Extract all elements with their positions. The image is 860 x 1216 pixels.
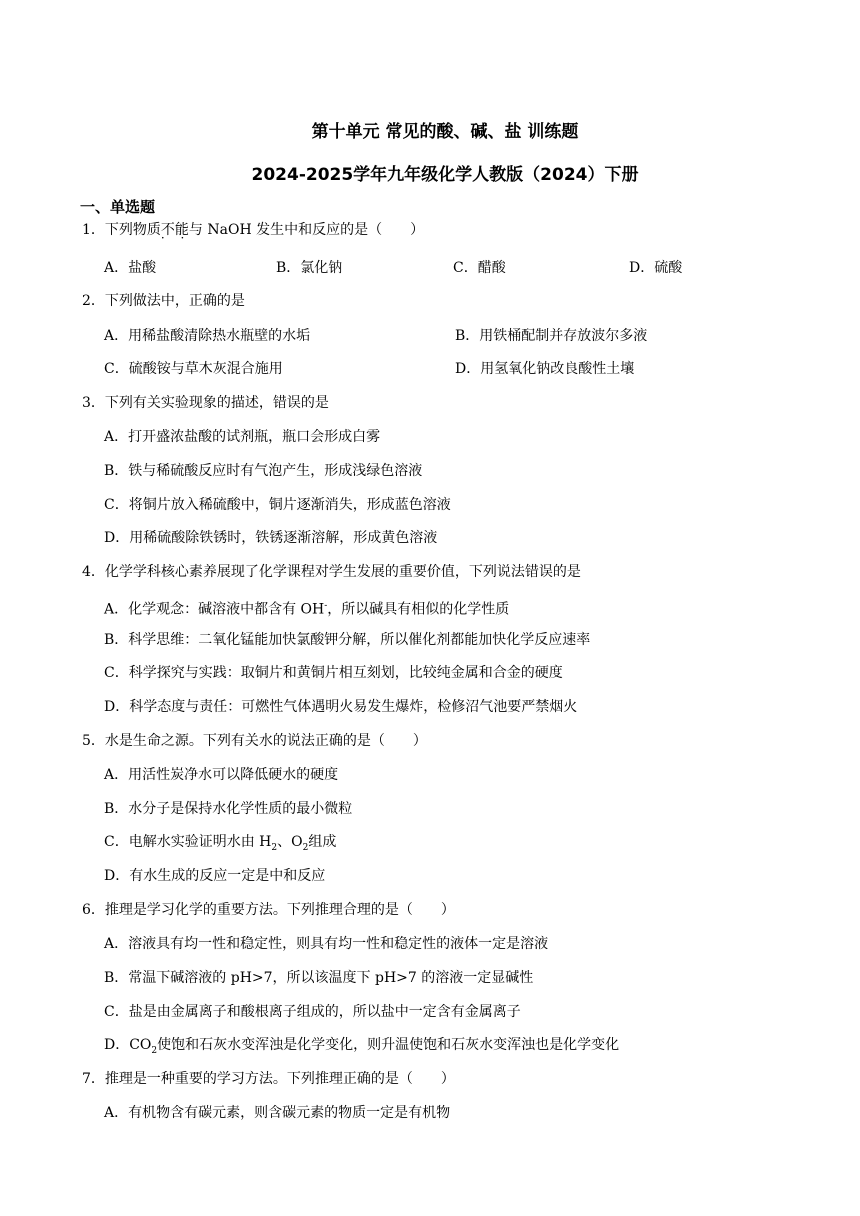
question-1-option-b: B．氯化钠 — [276, 260, 343, 276]
question-2-stem: 2．下列做法中，正确的是 — [82, 293, 245, 309]
question-4-option-c: C．科学探究与实践：取铜片和黄铜片相互刻划，比较纯金属和合金的硬度 — [104, 665, 563, 681]
question-6-option-b: B．常温下碱溶液的 pH>7，所以该温度下 pH>7 的溶液一定显碱性 — [104, 970, 534, 986]
question-7-stem: 7．推理是一种重要的学习方法。下列推理正确的是（ ） — [82, 1071, 455, 1087]
question-2-option-d: D．用氢氧化钠改良酸性土壤 — [455, 361, 635, 377]
question-6-option-c: C．盐是由金属离子和酸根离子组成的，所以盐中一定含有金属离子 — [104, 1004, 521, 1020]
question-7-option-a: A．有机物含有碳元素，则含碳元素的物质一定是有机物 — [104, 1105, 451, 1121]
question-6-option-d: D．$CO_2$使饱和石灰水变浑浊是化学变化，则升温使饱和石灰水变浑浊也是化学变化 — [104, 1037, 620, 1056]
question-5-option-d: D．有水生成的反应一定是中和反应 — [104, 868, 326, 884]
question-2-option-a: A．用稀盐酸清除热水瓶壁的水垢 — [104, 328, 311, 344]
question-2-option-b: B．用铁桶配制并存放波尔多液 — [455, 328, 648, 344]
doc-title-line1: 第十单元 常见的酸、碱、盐 训练题 — [311, 122, 579, 142]
doc-title-line2: 2024-2025学年九年级化学人教版（2024）下册 — [251, 165, 639, 185]
question-4-option-a: A．化学观念：碱溶液中都含有 OH-，所以碱具有相似的化学性质 — [104, 601, 510, 618]
question-3-option-c: C．将铜片放入稀硫酸中，铜片逐渐消失，形成蓝色溶液 — [104, 497, 451, 513]
question-1-option-a: A．盐酸 — [104, 260, 157, 276]
question-4-option-d: D．科学态度与责任：可燃性气体遇明火易发生爆炸，检修沼气池要严禁烟火 — [104, 699, 578, 715]
question-6-stem: 6．推理是学习化学的重要方法。下列推理合理的是（ ） — [82, 902, 455, 918]
question-3-option-a: A．打开盛浓盐酸的试剂瓶，瓶口会形成白雾 — [104, 429, 381, 445]
question-4-stem: 4．化学学科核心素养展现了化学课程对学生发展的重要价值，下列说法错误的是 — [82, 564, 581, 580]
emphasis-text: 不能 · · — [161, 222, 189, 238]
question-5-option-c: C．电解水实验证明水由 $H_2$、$O_2$组成 — [104, 834, 337, 853]
question-1-option-c: C．醋酸 — [453, 260, 506, 276]
section-heading: 一、单选题 — [80, 198, 156, 216]
question-3-stem: 3．下列有关实验现象的描述，错误的是 — [82, 395, 329, 411]
question-3-option-b: B．铁与稀硫酸反应时有气泡产生，形成浅绿色溶液 — [104, 463, 423, 479]
question-2-option-c: C．硫酸铵与草木灰混合施用 — [104, 361, 283, 377]
question-3-option-d: D．用稀硫酸除铁锈时，铁锈逐渐溶解，形成黄色溶液 — [104, 530, 438, 546]
question-5-option-a: A．用活性炭净水可以降低硬水的硬度 — [104, 767, 339, 783]
question-5-stem: 5．水是生命之源。下列有关水的说法正确的是（ ） — [82, 733, 427, 749]
question-6-option-a: A．溶液具有均一性和稳定性，则具有均一性和稳定性的液体一定是溶液 — [104, 936, 549, 952]
question-1-stem: 1．下列物质不能 · ·与 NaOH 发生中和反应的是（ ） — [82, 221, 424, 239]
question-4-option-b: B．科学思维：二氧化锰能加快氯酸钾分解，所以催化剂都能加快化学反应速率 — [104, 632, 591, 648]
question-1-option-d: D．硫酸 — [629, 260, 683, 276]
question-5-option-b: B．水分子是保持水化学性质的最小微粒 — [104, 801, 353, 817]
